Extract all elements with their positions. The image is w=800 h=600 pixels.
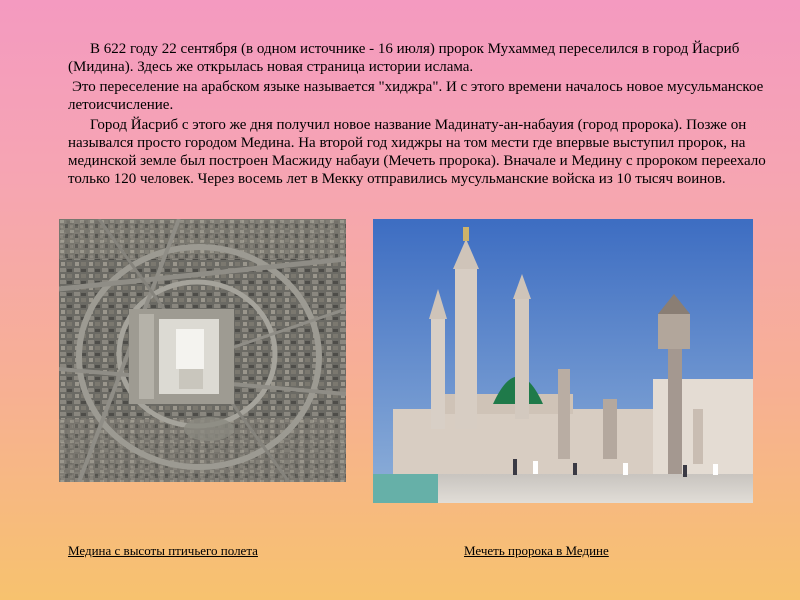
aerial-photo-image bbox=[59, 219, 346, 482]
paragraph-hijra-meaning: Это переселение на арабском языке называется "хиджра". И с этого времени началось новое мусульманское летоисчисление. bbox=[68, 79, 764, 113]
aerial-photo-medina bbox=[59, 219, 346, 482]
mosque-photo-image bbox=[373, 219, 753, 503]
mosque-photo bbox=[373, 219, 753, 503]
aerial-photo-caption: Медина с высоты птичьего полета bbox=[68, 543, 258, 558]
text-block bbox=[68, 40, 768, 190]
paragraph-medina-history: Город Йасриб с этого же дня получил новое название Мадинату-ан-набауия (город пророка). Позже он назывался просто городом Медина. На второй год хиджры на том мести где впервые выступил пророк, на мединской земле был построен Масжиду набауи (Мечеть пророка). Вначале и Медину с пророком переехало только 120 человек. Через восемь лет в Мекку отправились мусульманские войска из 10 тысяч воинов. bbox=[68, 117, 766, 187]
mosque-photo-caption: Мечеть пророка в Медине bbox=[464, 543, 609, 558]
paragraph-hijra-date: В 622 году 22 сентября (в одном источнике - 16 июля) пророк Мухаммед переселился в город Йасриб (Мидина). Здесь же открылась новая страница истории ислама. bbox=[68, 41, 740, 75]
